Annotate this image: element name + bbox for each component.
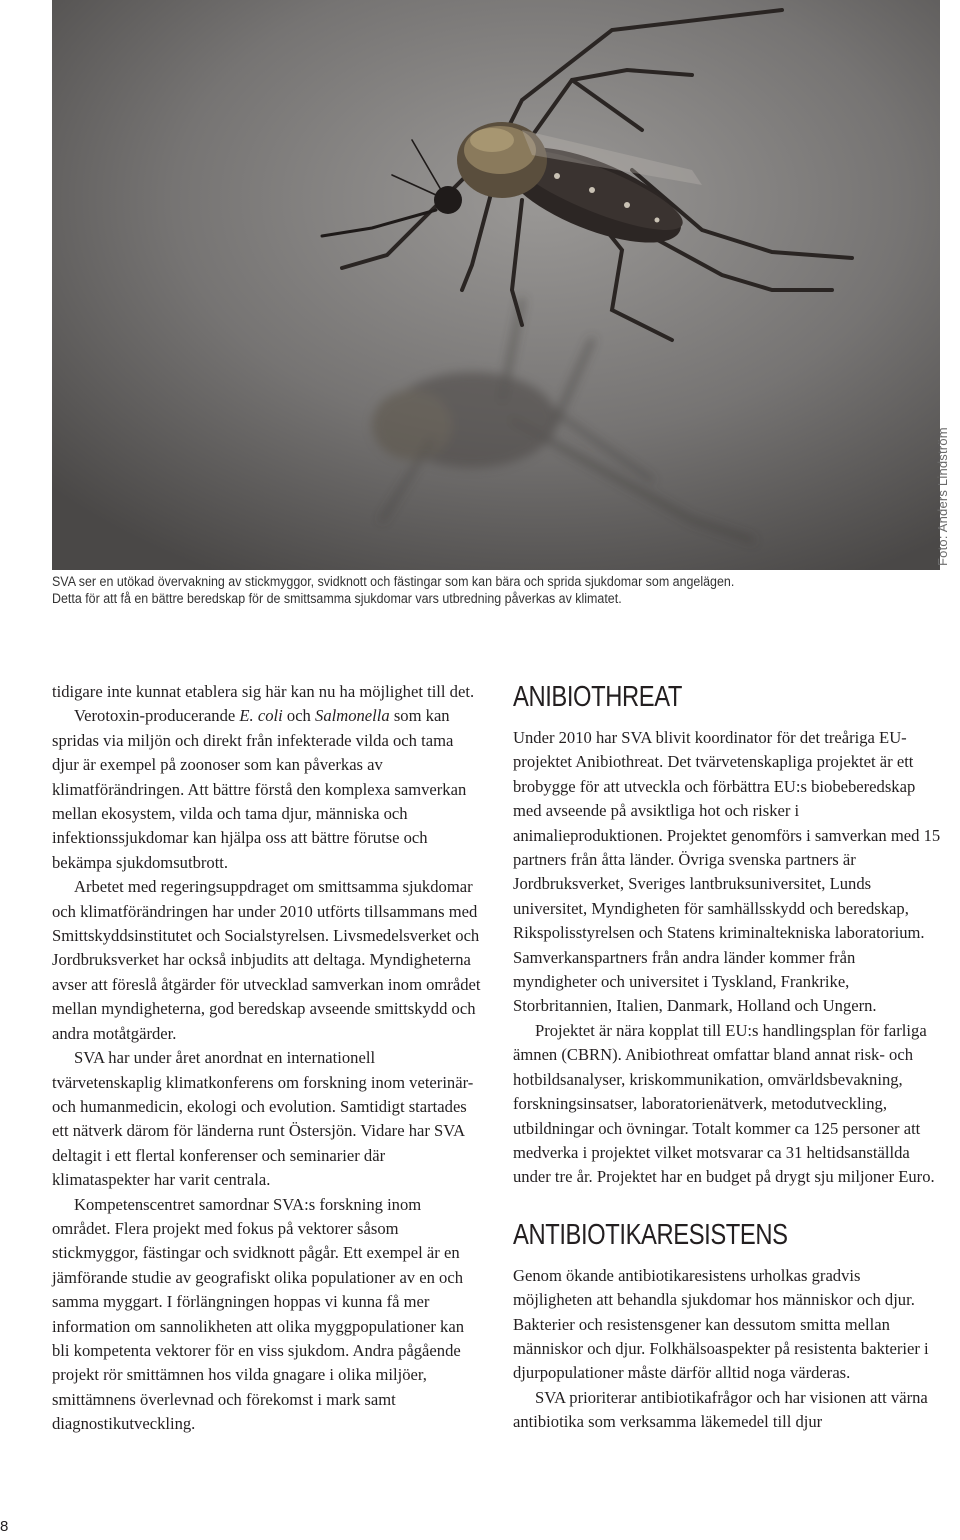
paragraph: SVA prioriterar antibiotikafrågor och har visionen att värna antibiotika som verksamma läkemedel till djur <box>513 1387 928 1432</box>
left-column <box>52 680 482 1437</box>
species-salmonella: Salmonella <box>315 706 390 726</box>
caption-line-2: Detta för att få en bättre beredskap för de smittsamma sjukdomar vars utbredning påverkas av klimatet. <box>52 591 622 606</box>
photo-caption <box>52 573 861 607</box>
section-heading-anibiothreat: ANIBIOTHREAT <box>513 681 683 713</box>
mosquito-photo <box>52 0 940 570</box>
paragraph: Genom ökande antibiotikaresistens urholkas gradvis möjligheten att behandla sjukdomar hos människor och djur. Bakterier och resistensgener kan dessutom smitta mellan människor och djur. Folkhälsoaspekter på resistenta bakterier i djurpopulationer måste därför alltid noga värderas. <box>513 1265 929 1383</box>
species-ecoli: E. coli <box>239 706 283 726</box>
paragraph <box>52 704 482 875</box>
section-heading-antibiotikaresistens: ANTIBIOTIKARESISTENS <box>513 1218 788 1251</box>
paragraph: Projektet är nära kopplat till EU:s handlingsplan för farliga ämnen (CBRN). Anibiothreat omfattar bland annat risk- och hotbildsanalyser, kriskommunikation, omvärldsbevakning, forskningsinsatser, laboratorienätverk, metodutveckling, utbildningar och övningar. Totalt kommer ca 125 personer att medverka i projektet vilket motsvarar ca 31 heltidsanställda under tre år. Projektet har en budget på drygt sju miljoner Euro. <box>513 1020 935 1187</box>
photo-credit: Foto: Anders Lindström <box>935 427 950 566</box>
paragraph: tidigare inte kunnat etablera sig här kan nu ha möjlighet till det. <box>52 682 475 701</box>
text: och <box>282 706 316 726</box>
paragraph: Kompetenscentret samordnar SVA:s forskning inom området. Flera projekt med fokus på vektorer såsom stickmyggor, fästingar och svidknott pågår. Ett exempel är en jämförande studie av geografiskt olika populationer av en och samma myggart. I förlängningen hoppas vi kunna få mer information om sannolikheten att olika myggpopulationer kan bli kompetenta vektorer för en viss sjukdom. Andra pågående projekt rör smittämnen hos vilda gnagare i olika miljöer, smittämnens överlevnad och förekomst i mark samt diagnostikutveckling. <box>52 1194 464 1434</box>
caption-line-1: SVA ser en utökad övervakning av stickmyggor, svidknott och fästingar som kan bära och sprida sjukdomar som angelägen. <box>52 574 735 589</box>
text: som kan spridas via miljön och direkt från infekterade vilda och tama djur är exempel på zoonoser som kan påverkas av klimatförändringen. Att bättre förstå den komplexa samverkan mellan ekosystem, vilda och tama djur, människa och infektionssjukdomar kan hjälpa oss att bättre förutse och bekämpa sjukdomsutbrott. <box>52 706 467 872</box>
paragraph: Under 2010 har SVA blivit koordinator för det treåriga EU-projektet Anibiothreat. Det tvärvetenskapliga projektet är ett brobygge för att utveckla och förbättra EU:s biobeberedskap med avseende på avsiktliga hot och risker i animalieproduktionen. Projektet genomförs i samverkan med 15 partners från åtta länder. Övriga svenska partners är Jordbruksverket, Sveriges lantbruksuniversitet, Lunds universitet, Myndigheten för samhällsskydd och beredskap, Rikspolisstyrelsen och Statens kriminaltekniska laboratorium. Samverkanspartners från andra länder kommer från myndigheter och universitet i Tyskland, Frankrike, Storbritannien, Italien, Danmark, Holland och Ungern. <box>513 728 941 1016</box>
right-column <box>513 680 943 1435</box>
page-number: 8 <box>0 1518 9 1535</box>
text: Verotoxin-producerande <box>74 706 240 726</box>
paragraph: Arbetet med regeringsuppdraget om smittsamma sjukdomar och klimatförändringen har under 2010 utförts tillsammans med Smittskyddsinstitutet och Socialstyrelsen. Livsmedelsverket och Jordbruksverket har också inbjudits att deltaga. Myndigheterna avser att föreslå åtgärder för utvecklad samverkan inom området mellan myndigheterna, god beredskap avseende smittskydd och andra motåtgärder. <box>52 877 481 1043</box>
paragraph: SVA har under året anordnat en internationell tvärvetenskaplig klimatkonferens om forskning inom veterinär- och humanmedicin, ekologi och evolution. Samtidigt startades ett nätverk därom för länderna runt Östersjön. Vidare har SVA deltagit i ett flertal konferenser och seminarier där klimataspekter har varit centrala. <box>52 1048 474 1190</box>
